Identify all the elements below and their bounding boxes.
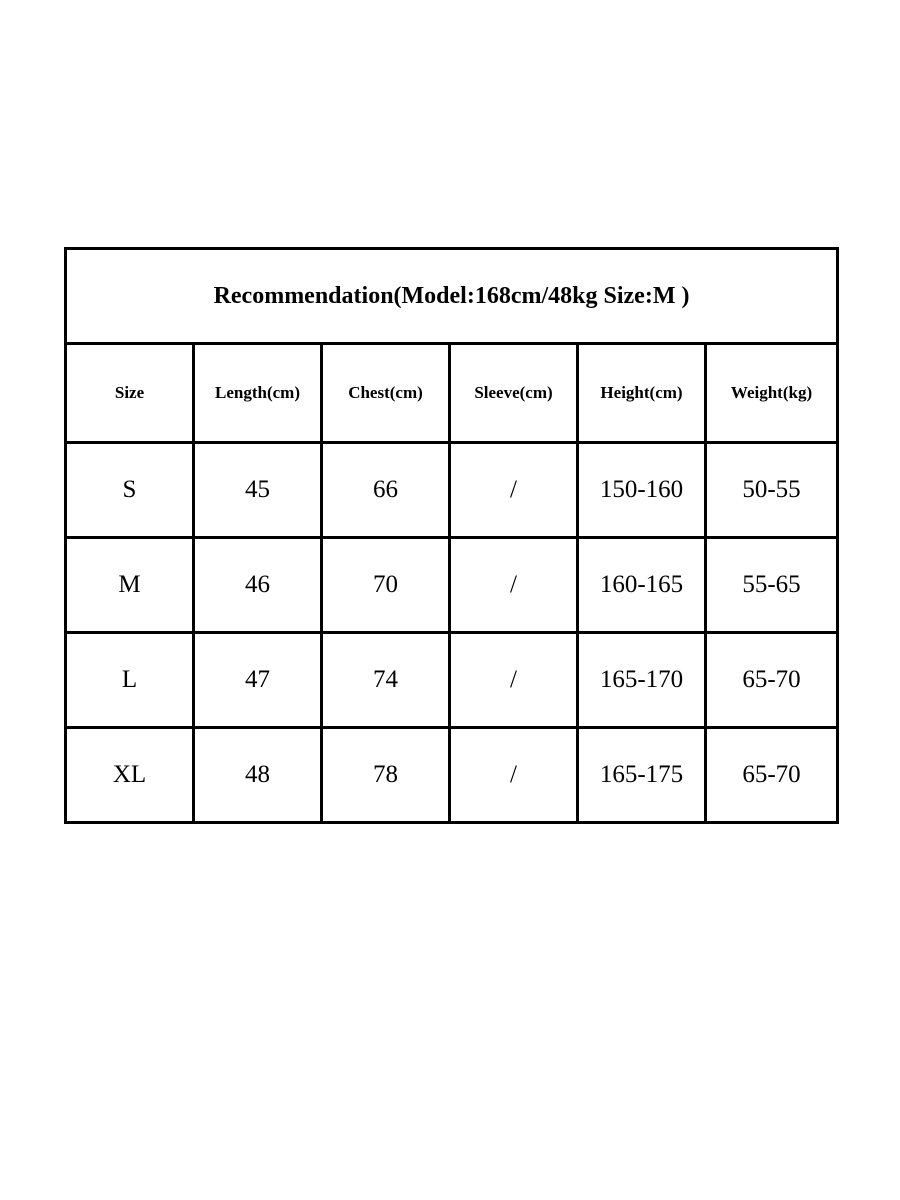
header-size: Size <box>66 344 194 443</box>
cell-length: 47 <box>194 633 322 728</box>
header-weight: Weight(kg) <box>706 344 838 443</box>
table-title: Recommendation(Model:168cm/48kg Size:M ) <box>66 249 838 344</box>
header-row <box>66 344 838 443</box>
table-row <box>66 538 838 633</box>
cell-chest: 66 <box>322 443 450 538</box>
header-sleeve: Sleeve(cm) <box>450 344 578 443</box>
cell-height: 150-160 <box>578 443 706 538</box>
cell-chest: 74 <box>322 633 450 728</box>
cell-height: 160-165 <box>578 538 706 633</box>
cell-weight: 65-70 <box>706 633 838 728</box>
cell-length: 46 <box>194 538 322 633</box>
cell-weight: 55-65 <box>706 538 838 633</box>
cell-size: L <box>66 633 194 728</box>
table-row <box>66 633 838 728</box>
header-chest: Chest(cm) <box>322 344 450 443</box>
cell-height: 165-170 <box>578 633 706 728</box>
cell-size: M <box>66 538 194 633</box>
cell-sleeve: / <box>450 728 578 823</box>
cell-chest: 70 <box>322 538 450 633</box>
header-length: Length(cm) <box>194 344 322 443</box>
cell-weight: 50-55 <box>706 443 838 538</box>
cell-size: S <box>66 443 194 538</box>
table-row <box>66 443 838 538</box>
table-row <box>66 728 838 823</box>
cell-sleeve: / <box>450 538 578 633</box>
cell-size: XL <box>66 728 194 823</box>
cell-length: 48 <box>194 728 322 823</box>
cell-chest: 78 <box>322 728 450 823</box>
cell-sleeve: / <box>450 633 578 728</box>
cell-sleeve: / <box>450 443 578 538</box>
cell-length: 45 <box>194 443 322 538</box>
size-chart-table <box>64 247 839 824</box>
title-row <box>66 249 838 344</box>
cell-height: 165-175 <box>578 728 706 823</box>
header-height: Height(cm) <box>578 344 706 443</box>
cell-weight: 65-70 <box>706 728 838 823</box>
